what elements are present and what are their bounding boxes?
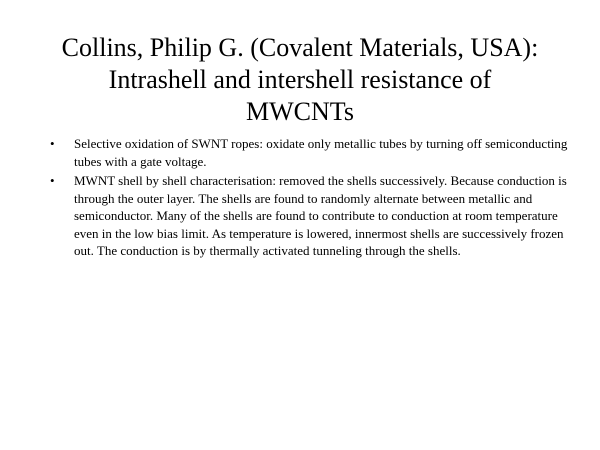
- title-line-3: MWCNTs: [246, 97, 354, 126]
- title-line-1: Collins, Philip G. (Covalent Materials, USA):: [61, 33, 539, 62]
- bullet-icon: •: [50, 173, 55, 188]
- bullet-icon: •: [50, 136, 55, 151]
- bullet-text: Selective oxidation of SWNT ropes: oxidate only metallic tubes by turning off semiconducting tubes with a gate voltage.: [74, 136, 568, 169]
- bullet-list: [48, 135, 568, 262]
- bullet-item-selective-oxidation: [48, 135, 568, 170]
- title-line-2: Intrashell and intershell resistance of: [108, 65, 492, 94]
- bullet-text: MWNT shell by shell characterisation: removed the shells successively. Because conduction is through the outer layer. The shells are found to randomly alternate between metallic and semiconductor. Many of the shells are found to contribute to conduction at room temperature even in the low bias limit. As temperature is lowered, innermost shells are successively frozen out. The conduction is by thermally activated tunneling through the shells.: [74, 173, 567, 258]
- slide-title: [30, 32, 570, 128]
- bullet-item-mwnt-characterisation: [48, 172, 568, 260]
